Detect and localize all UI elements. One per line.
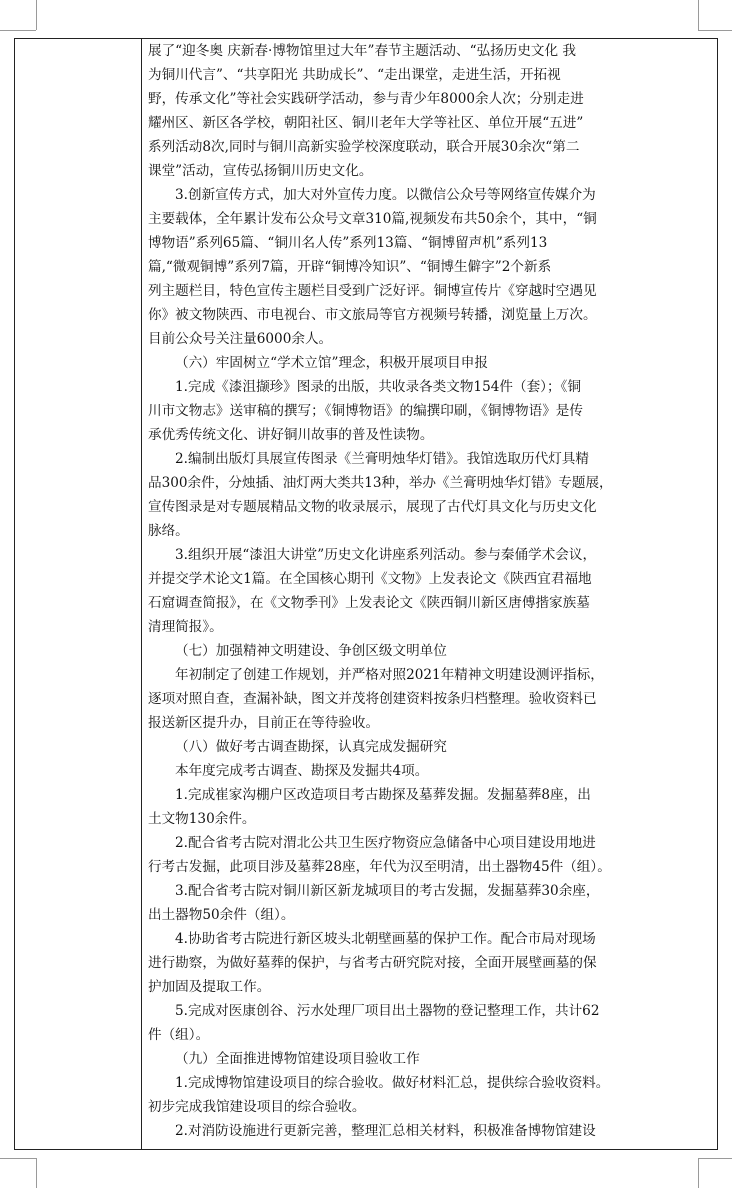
text-line: 野，传承文化”等社会实践研学活动，参与青少年8000余人次；分别走进 [148, 91, 584, 107]
table-column-divider [141, 39, 142, 1149]
crop-mark-bottom-right-horizontal [698, 1158, 732, 1159]
text-line: 清理简报》。 [148, 619, 223, 635]
text-line: 3.创新宣传方式，加大对外宣传力度。以微信公众号等网络宣传媒介为 [175, 187, 596, 203]
text-line: 5.完成对医康创谷、污水处理厂项目出土器物的登记整理工作，共计62 [175, 1003, 600, 1019]
text-line: 行考古发掘，此项目涉及墓葬28座，年代为汉至明清，出土器物45件（组）。 [148, 859, 611, 875]
text-line: 并提交学术论文1篇。在全国核心期刊《文物》上发表论文《陕西宜君福地 [148, 571, 592, 587]
crop-mark-top-left-horizontal [0, 30, 36, 31]
text-line: 年初制定了创建工作规划，并严格对照2021年精神文明建设测评指标， [175, 667, 604, 683]
text-line: （九）全面推进博物馆建设项目验收工作 [175, 1051, 420, 1067]
text-line: 列主题栏目，特色宣传主题栏目受到广泛好评。铜博宣传片《穿越时空遇见 [148, 283, 597, 299]
text-line: 你》被文物陕西、市电视台、市文旅局等官方视频号转播，浏览量上万次。 [148, 307, 597, 323]
text-line: 件（组）。 [148, 1027, 210, 1043]
text-line: 1.完成博物馆建设项目的综合验收。做好材料汇总，提供综合验收资料。 [175, 1075, 610, 1091]
text-line: 报送新区提升办，目前正在等待验收。 [148, 715, 380, 731]
text-line: 展了“迎冬奥 庆新春·博物馆里过大年”春节主题活动、“弘扬历史文化 我 [148, 43, 577, 59]
text-line: 博物语”系列65篇、“铜川名人传”系列13篇、“铜博留声机”系列13 [148, 235, 548, 251]
text-line: 目前公众号关注量6000余人。 [148, 331, 333, 347]
crop-mark-top-left-vertical [36, 0, 37, 30]
text-line: （七）加强精神文明建设、争创区级文明单位 [175, 643, 447, 659]
text-line: 系列活动8次,同时与铜川高新实验学校深度联动，联合开展30余次“第二 [148, 139, 580, 155]
text-line: 进行勘察，为做好墓葬的保护，与省考古研究院对接，全面开展壁画墓的保 [148, 955, 597, 971]
text-line: 出土器物50余件（组）。 [148, 907, 295, 923]
crop-mark-bottom-right-vertical [698, 1158, 699, 1188]
text-line: 护加固及提取工作。 [148, 979, 271, 995]
text-line: （八）做好考古调查勘探，认真完成发掘研究 [175, 739, 447, 755]
text-line: 品300余件，分烛插、油灯两大类共13种，举办《兰膏明烛华灯错》专题展， [148, 475, 613, 491]
crop-mark-bottom-left-vertical [36, 1158, 37, 1188]
text-line: 宣传图录是对专题展精品文物的收录展示，展现了古代灯具文化与历史文化 [148, 499, 597, 515]
text-line: 土文物130余件。 [148, 811, 256, 827]
text-line: 3.配合省考古院对铜川新区新龙城项目的考古发掘，发掘墓葬30余座， [175, 883, 600, 899]
text-line: 本年度完成考古调查、勘探及发掘共4项。 [175, 763, 429, 779]
text-line: 主要载体，全年累计发布公众号文章310篇,视频发布共50余个，其中，“铜 [148, 211, 597, 227]
text-line: 4.协助省考古院进行新区坡头北朝壁画墓的保护工作。配合市局对现场 [175, 931, 596, 947]
text-line: 1.完成崔家沟棚户区改造项目考古勘探及墓葬发掘。发掘墓葬8座，出 [175, 787, 591, 803]
text-line: 3.组织开展“漆沮大讲堂”历史文化讲座系列活动。参与秦俑学术会议， [175, 547, 597, 563]
text-line: 石窟调查简报》，在《文物季刊》上发表论文《陕西铜川新区唐傅揩家族墓 [148, 595, 590, 611]
text-line: （六）牢固树立“学术立馆”理念，积极开展项目申报 [175, 355, 488, 371]
text-line: 逐项对照自查，查漏补缺，图文并茂将创建资料按条归档整理。验收资料已 [148, 691, 597, 707]
text-line: 1.完成《漆沮撷珍》图录的出版，共收录各类文物154件（套）；《铜 [175, 379, 581, 395]
document-body-text [148, 39, 711, 1143]
document-table [14, 38, 718, 1150]
text-line: 2.配合省考古院对渭北公共卫生医疗物资应急储备中心项目建设用地进 [175, 835, 596, 851]
crop-mark-bottom-left-horizontal [0, 1158, 36, 1159]
text-line: 课堂”活动，宣传弘扬铜川历史文化。 [148, 163, 373, 179]
text-line: 2.编制出版灯具展宣传图录《兰膏明烛华灯错》。我馆选取历代灯具精 [175, 451, 589, 467]
text-line: 耀州区、新区各学校，朝阳社区、铜川老年大学等社区、单位开展“五进” [148, 115, 584, 131]
text-line: 承优秀传统文化、讲好铜川故事的普及性读物。 [148, 427, 434, 443]
crop-mark-top-right-vertical [698, 0, 699, 30]
text-line: 初步完成我馆建设项目的综合验收。 [148, 1099, 366, 1115]
text-line: 为铜川代言”、“共享阳光 共助成长”、“走出课堂，走进生活，开拓视 [148, 67, 561, 83]
text-line: 篇,“微观铜博”系列7篇，开辟“铜博冷知识”、“铜博生僻字”2个新系 [148, 259, 552, 275]
crop-mark-top-right-horizontal [698, 30, 732, 31]
text-line: 脉络。 [148, 523, 189, 539]
text-line: 川市文物志》送审稿的撰写；《铜博物语》的编撰印刷，《铜博物语》是传 [148, 403, 583, 419]
text-line: 2.对消防设施进行更新完善，整理汇总相关材料，积极准备博物馆建设 [175, 1123, 596, 1139]
